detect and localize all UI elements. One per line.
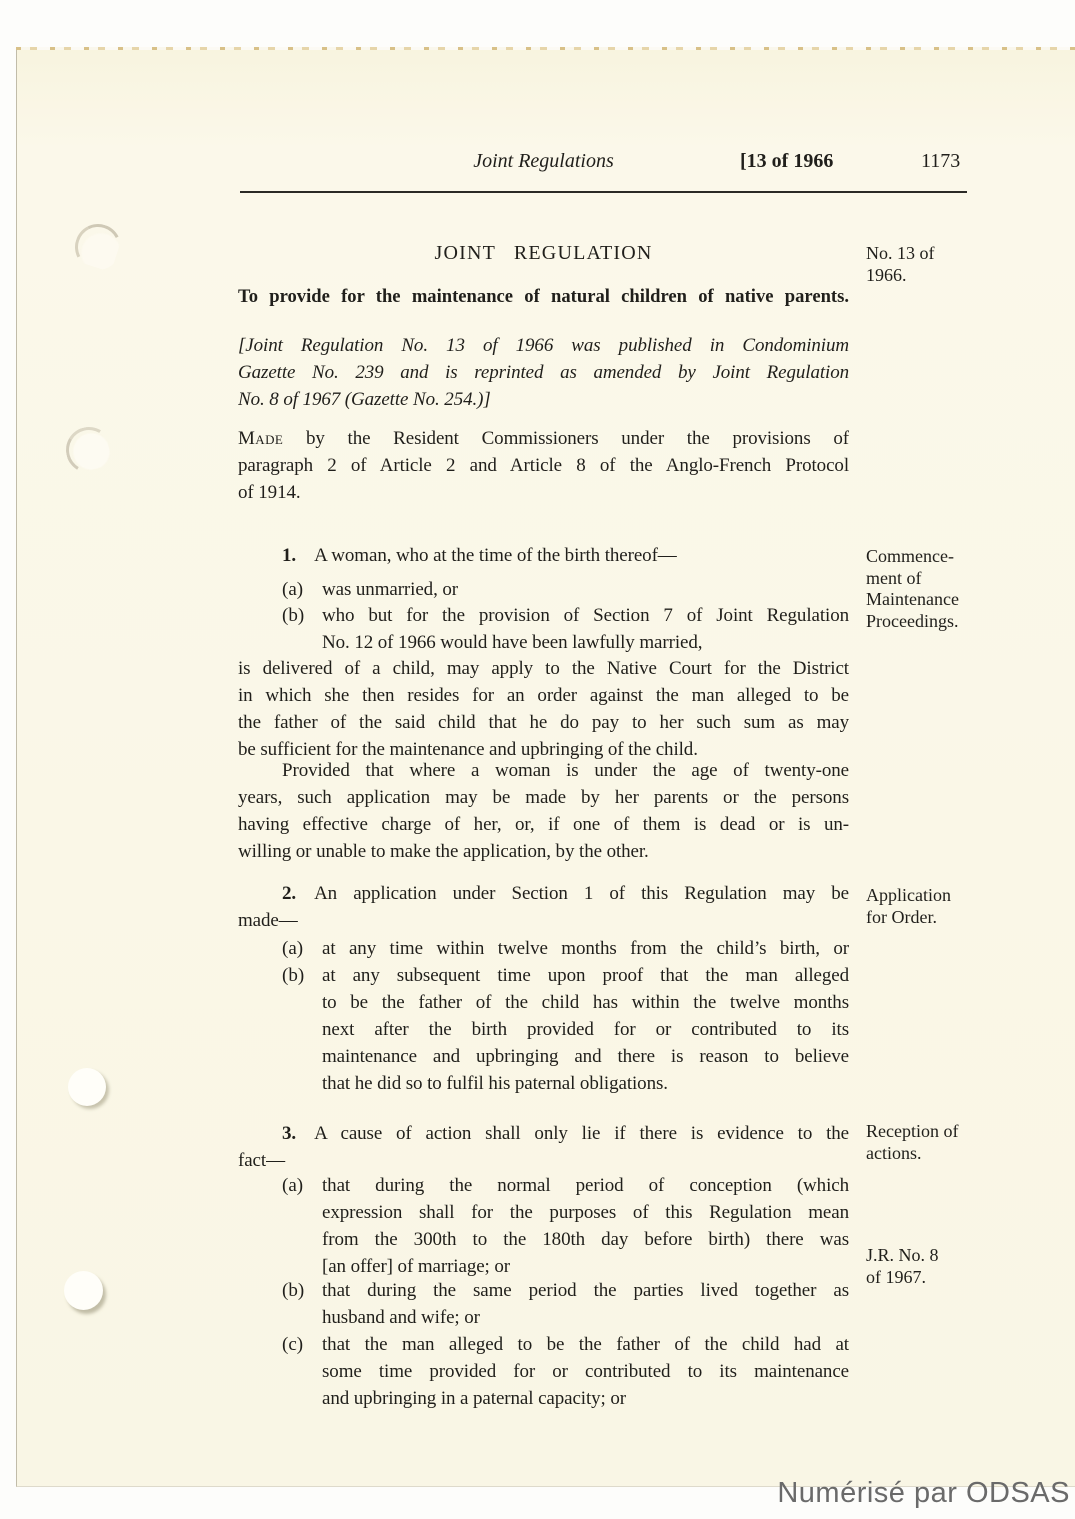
margin-note-line: J.R. No. 8 [866, 1245, 939, 1265]
text-line: from the 300th to the 180th day before birth) there was [322, 1229, 849, 1250]
section-3 [238, 1120, 849, 1174]
text-line: [an offer] of marriage; or [322, 1256, 511, 1277]
made-paragraph-smallcaps-word: Made [238, 428, 284, 449]
margin-note-line: Proceedings. [866, 610, 959, 631]
item-3b [238, 1277, 849, 1331]
text-line: made— [238, 910, 298, 931]
section-3-number: 3. [282, 1123, 297, 1144]
item-2a [238, 935, 849, 962]
text-line: at any subsequent time upon proof that the man alleged [322, 965, 849, 986]
section-1-continuation [238, 655, 849, 763]
hole-punch-4 [64, 1271, 103, 1310]
text-line: that during the same period the parties lived together as [322, 1280, 849, 1301]
text-line: that the man alleged to be the father of the child had at [322, 1334, 849, 1355]
text-line: in which she then resides for an order against the man alleged to be [238, 685, 849, 706]
note-regulation-number [866, 243, 1061, 286]
margin-note-line: ment of [866, 567, 922, 588]
text-line: to be the father of the child has within the twelve months [322, 992, 849, 1013]
margin-note-line: for Order. [866, 906, 937, 927]
margin-note-line: 1966. [866, 264, 907, 285]
text-line: of 1914. [238, 482, 301, 503]
regulation-subtitle: To provide for the maintenance of natural children of native parents. [238, 286, 849, 307]
text-line: the father of the said child that he do pay to her such sum as may [238, 712, 849, 733]
text-line: 2. An application under Section 1 of this Regulation may be [282, 883, 849, 904]
text-line: No. 8 of 1967 (Gazette No. 254.)] [238, 389, 491, 410]
text-line: Made by the Resident Commissioners under the provisions of [238, 428, 849, 449]
text-line: and upbringing in a paternal capacity; or [322, 1388, 627, 1409]
note-application [866, 885, 1061, 928]
text-line: Gazette No. 239 and is reprinted as amended by Joint Regulation [238, 362, 849, 383]
text-line: willing or unable to make the application, by the other. [238, 841, 649, 862]
text-line: who but for the provision of Section 7 of Joint Regulation [322, 605, 849, 626]
running-header-journal: Joint Regulations [473, 150, 614, 172]
section-1-proviso [238, 757, 849, 865]
text-line: was unmarried, or [322, 579, 459, 600]
running-header-page-number: 1173 [921, 150, 961, 172]
item-1a [238, 576, 849, 603]
intro-italic [238, 332, 849, 413]
margin-note-line: Commence- [866, 546, 954, 566]
item-3a-marker: (a) [282, 1175, 304, 1196]
text-line: fact— [238, 1150, 285, 1171]
text-line: Provided that where a woman is under the age of twenty-one [282, 760, 849, 781]
text-line: next after the birth provided for or contributed to its [322, 1019, 849, 1040]
item-2b-marker: (b) [282, 965, 305, 986]
item-3b-marker: (b) [282, 1280, 305, 1301]
item-2a-marker: (a) [282, 938, 304, 959]
hole-punch-3 [68, 1068, 106, 1106]
header-rule [240, 191, 967, 193]
text-line: expression shall for the purposes of this Regulation mean [322, 1202, 849, 1223]
text-line: that during the normal period of conception (which [322, 1175, 849, 1196]
page-title: JOINT REGULATION [434, 242, 653, 264]
text-line: that he did so to fulfil his paternal obligations. [322, 1073, 668, 1094]
note-reception [866, 1121, 1061, 1164]
text-line: having effective charge of her, or, if one of them is dead or is un- [238, 814, 849, 835]
digitization-watermark: Numérisé par ODSAS [777, 1477, 1070, 1509]
note-jr-8-1967 [866, 1245, 1061, 1288]
section-1-number: 1. [282, 545, 297, 566]
text-line: at any time within twelve months from the child’s birth, or [322, 938, 849, 959]
item-2b [238, 962, 849, 1097]
running-header-citation: [13 of 1966 [740, 150, 834, 172]
margin-note-line: actions. [866, 1142, 922, 1163]
text-line: maintenance and upbringing and there is reason to believe [322, 1046, 849, 1067]
text-line: be sufficient for the maintenance and upbringing of the child. [238, 739, 698, 760]
text-line: 3. A cause of action shall only lie if there is evidence to the [282, 1123, 849, 1144]
margin-note-line: Application [866, 885, 951, 905]
text-line: husband and wife; or [322, 1307, 480, 1328]
note-commencement [866, 546, 1061, 632]
item-1b [238, 602, 849, 656]
item-3c-marker: (c) [282, 1334, 304, 1355]
text-line: paragraph 2 of Article 2 and Article 8 of the Anglo-French Protocol [238, 455, 849, 476]
section-2-number: 2. [282, 883, 297, 904]
item-1b-marker: (b) [282, 605, 305, 626]
section-2 [238, 880, 849, 934]
made-paragraph [238, 425, 849, 506]
item-1a-marker: (a) [282, 579, 304, 600]
margin-note-line: Reception of [866, 1121, 959, 1141]
item-3a [238, 1172, 849, 1280]
text-line: No. 12 of 1966 would have been lawfully married, [322, 632, 703, 653]
margin-note-line: of 1967. [866, 1266, 926, 1287]
text-line: is delivered of a child, may apply to the Native Court for the District [238, 658, 849, 679]
margin-note-line: No. 13 of [866, 243, 935, 263]
item-3c [238, 1331, 849, 1412]
text-line: years, such application may be made by her parents or the persons [238, 787, 849, 808]
section-1 [238, 542, 849, 569]
text-line: 1. A woman, who at the time of the birth thereof— [282, 545, 677, 566]
text-line: [Joint Regulation No. 13 of 1966 was published in Condominium [238, 335, 849, 356]
margin-note-line: Maintenance [866, 589, 959, 609]
text-line: some time provided for or contributed to its maintenance [322, 1361, 849, 1382]
